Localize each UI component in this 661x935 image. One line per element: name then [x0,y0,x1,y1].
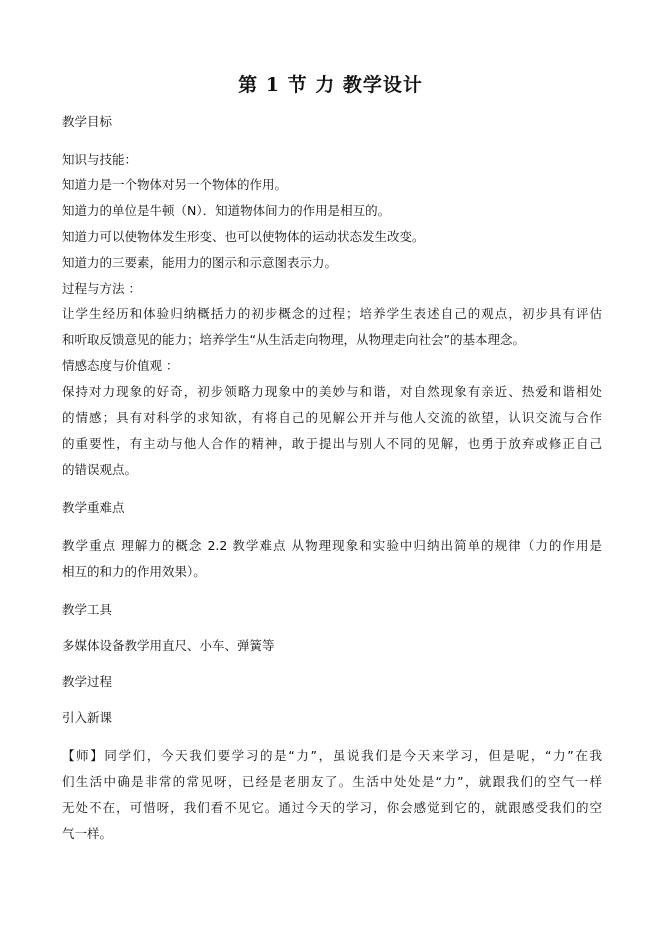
document-title: 第 1 节 力 教学设计 [238,74,423,96]
knowledge-item: 知道力的单位是牛顿（N）．知道物体间力的作用是相互的。 [62,203,391,218]
emotion-line: 的重要性，有主动与他人合作的精神，敢于提出与别人不同的见解，也勇于放弃或修正自己 [62,436,602,451]
tools-heading: 教学工具 [62,602,113,617]
emotion-line: 保持对力现象的好奇，初步领略力现象中的美妙与和谐，对自然现象有亲近、热爱和谐相处 [62,384,602,399]
process-line: 让学生经历和体验归纳概括力的初步概念的过程；培养学生表述自己的观点，初步具有评估 [62,306,602,321]
emotion-line: 的情感；具有对科学的求知欲，有将自己的见解公开并与他人交流的欲望，认识交流与合作 [62,410,602,425]
key-points-line: 教学重点 理解力的概念 2.2 教学难点 从物理现象和实验中归纳出简单的规律（力的作用是 [62,538,602,553]
intro-line: 们生活中确是非常的常见呀，已经是老朋友了。生活中处处是“力”，就跟我们的空气一样 [62,774,602,789]
process-line: 和听取反馈意见的能力；培养学生“从生活走向物理，从物理走向社会”的基本理念。 [62,332,525,347]
intro-line: 【师】同学们，今天我们要学习的是“力”，虽说我们是今天来学习，但是呢，“力”在我 [62,748,602,763]
tools-text: 多媒体设备教学用直尺、小车、弹簧等 [62,638,275,653]
process-heading: 过程与方法 ： [62,281,141,296]
intro-heading: 引入新课 [62,710,113,725]
intro-line: 无处不在，可惜呀，我们看不见它。通过今天的学习，你会感觉到它的，就跟感受我们的空 [62,800,602,815]
knowledge-item: 知道力的三要素，能用力的图示和示意图表示力。 [62,255,338,270]
key-points-heading: 教学重难点 [62,500,125,515]
objectives-heading: 教学目标 [62,114,113,129]
key-points-line: 相互的和力的作用效果）。 [62,564,206,579]
knowledge-item: 知道力是一个物体对另一个物体的作用。 [62,177,288,192]
emotion-line: 的错误观点。 [62,462,138,477]
emotion-heading: 情感态度与价值观 ： [62,358,179,373]
intro-line: 气一样。 [62,826,113,841]
knowledge-heading: 知识与技能： [62,152,138,167]
knowledge-item: 知道力可以使物体发生形变、也可以使物体的运动状态发生改变。 [62,229,425,244]
teaching-process-heading: 教学过程 [62,674,113,689]
